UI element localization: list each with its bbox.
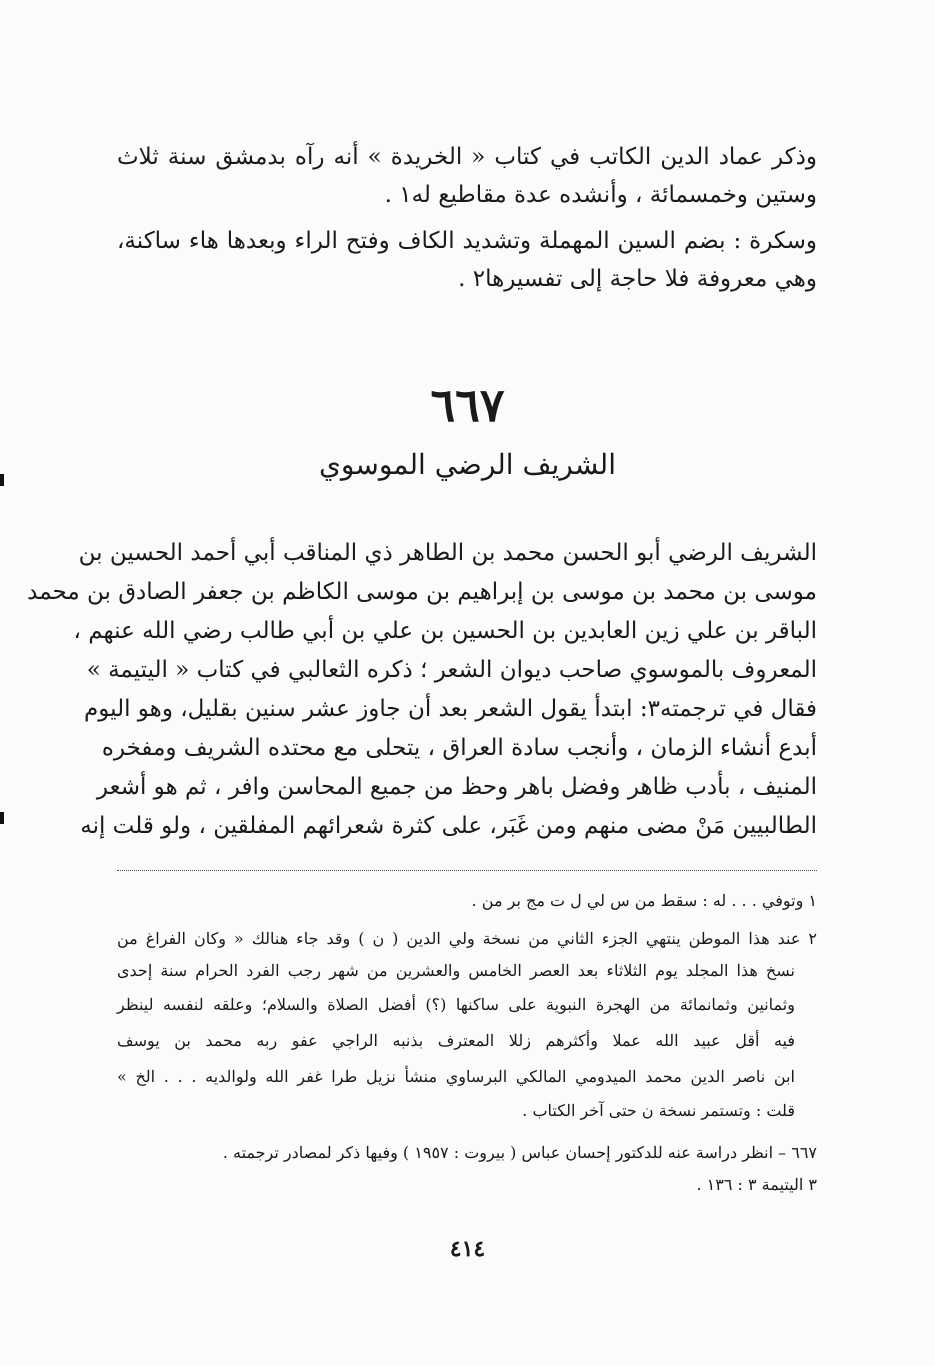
footnote: ابن ناصر الدين محمد الميدومي المالكي البرساوي منشأ نزيل طرا غفر الله ولوالديه . . . الخ » xyxy=(117,1067,795,1086)
footnote-separator xyxy=(117,870,817,871)
page-number: ٤١٤ xyxy=(449,1236,486,1262)
body-line: موسى بن محمد بن موسى بن إبراهيم بن موسى الكاظم بن جعفر الصادق بن محمد xyxy=(27,579,817,605)
text-line: وسكرة : بضم السين المهملة وتشديد الكاف وفتح الراء وبعدها هاء ساكنة، xyxy=(117,228,817,254)
footnote: ٦٦٧ – انظر دراسة عنه للدكتور إحسان عباس ( بيروت : ١٩٥٧ ) وفيها ذكر لمصادر ترجمته . xyxy=(222,1143,817,1162)
footnote: ٣ اليتيمة ٣ : ١٣٦ . xyxy=(696,1175,817,1194)
footnote: فيه أقل عبيد الله عملا وأكثرهم زللا المعترف بذنبه الراجي عفو ربه محمد بن يوسف xyxy=(117,1031,795,1050)
body-line: أبدع أنشاء الزمان ، وأنجب سادة العراق ، يتحلى مع محتده الشريف ومفخره xyxy=(101,735,817,761)
entry-title: الشريف الرضي الموسوي xyxy=(319,448,616,481)
scan-mark xyxy=(0,812,4,824)
footnote: نسخ هذا المجلد يوم الثلاثاء بعد العصر الخامس والعشرين من شهر رجب الفرد الحرام سنة إحدى xyxy=(117,961,795,980)
footnote: قلت : وتستمر نسخة ن حتى آخر الكتاب . xyxy=(522,1101,795,1120)
body-line: المنيف ، بأدب ظاهر وفضل باهر وحظ من جميع المحاسن وافر ، ثم هو أشعر xyxy=(96,774,817,800)
scan-mark xyxy=(0,474,4,486)
body-line: المعروف بالموسوي صاحب ديوان الشعر ؛ ذكره الثعالبي في كتاب « اليتيمة » xyxy=(86,657,817,683)
footnote: ٢ عند هذا الموطن ينتهي الجزء الثاني من نسخة ولي الدين ( ن ) وقد جاء هنالك « وكان الفراغ من xyxy=(117,929,817,948)
footnote: ١ وتوفي . . . له : سقط من س لي ل ت مج بر من . xyxy=(471,891,817,910)
body-line: الباقر بن علي زين العابدين بن الحسين بن علي بن أبي طالب رضي الله عنهم ، xyxy=(73,618,817,644)
text-line: وذكر عماد الدين الكاتب في كتاب « الخريدة » أنه رآه بدمشق سنة ثلاث xyxy=(117,144,817,170)
text-line: وهي معروفة فلا حاجة إلى تفسيرها٢ . xyxy=(458,266,817,292)
text-line: وستين وخمسمائة ، وأنشده عدة مقاطيع له١ . xyxy=(384,182,817,208)
entry-number: ٦٦٧ xyxy=(430,378,505,432)
body-line: الشريف الرضي أبو الحسن محمد بن الطاهر ذي المناقب أبي أحمد الحسين بن xyxy=(78,540,817,566)
body-line: الطالبيين مَنْ مضى منهم ومن غَبَر، على كثرة شعرائهم المفلقين ، ولو قلت إنه xyxy=(80,813,817,839)
footnote: وثمانين وثمانمائة من الهجرة النبوية على ساكنها (؟) أفضل الصلاة والسلام؛ وعلقه لنفسه لينظر xyxy=(117,995,795,1014)
body-line: فقال في ترجمته٣: ابتدأ يقول الشعر بعد أن جاوز عشر سنين بقليل، وهو اليوم xyxy=(84,696,817,722)
